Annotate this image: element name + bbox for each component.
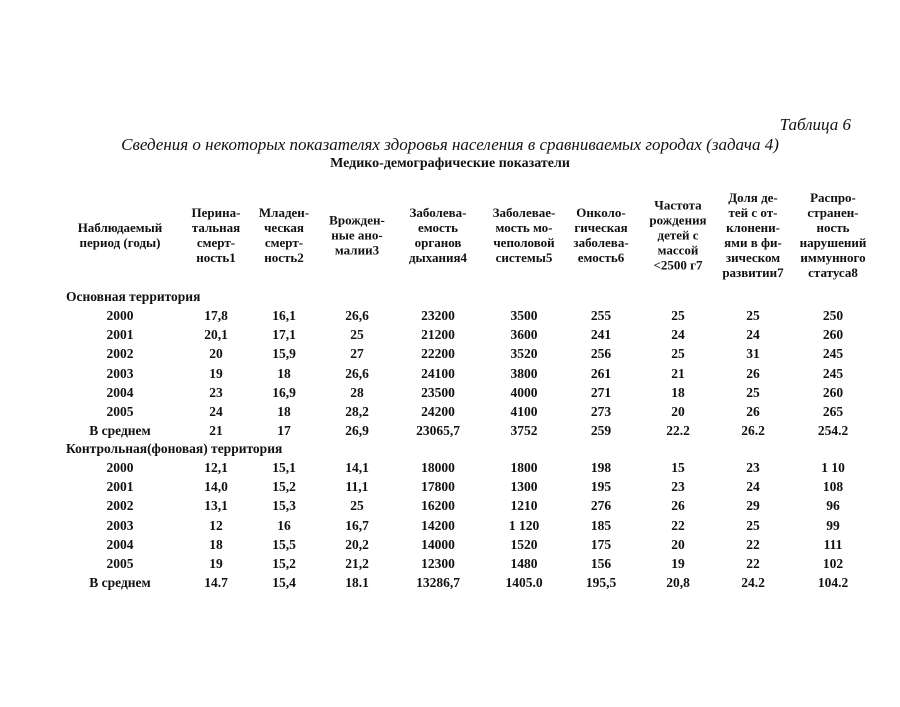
table-cell: 12,1 (204, 460, 228, 475)
table-cell: 15,3 (272, 498, 296, 514)
table-cell: 20 (671, 536, 685, 552)
row-period-cell: 2002 (106, 346, 134, 362)
table-cell: 26 (746, 365, 760, 381)
table-cell: 31 (746, 346, 760, 362)
table-cell: 1520 (510, 536, 538, 552)
column-header-2: Младен- ческая смерт- ность2 (258, 205, 310, 265)
table-cell: 255 (590, 308, 612, 323)
table-cell: 25 (350, 327, 364, 343)
table-cell: 20 (671, 404, 685, 419)
table-cell: 3800 (510, 365, 538, 381)
table-cell: 4100 (510, 404, 538, 419)
table-cell: 17800 (421, 479, 455, 495)
column-header-3: Врожден- ные ано- малии3 (329, 212, 385, 258)
table-cell: 26,6 (345, 308, 369, 323)
table-cell: 259 (590, 423, 612, 439)
table-cell: 18000 (421, 460, 455, 475)
table-cell: 25 (671, 346, 685, 362)
column-header-9: Распро- странен- ность нарушений иммунного статуса8 (799, 190, 867, 280)
table-cell: 261 (590, 365, 612, 381)
column-header-6: Онколо- гическая заболева- емость6 (573, 205, 629, 265)
table-cell: 25 (746, 384, 760, 400)
table-cell: 20,8 (666, 575, 690, 591)
table-cell: 19 (209, 365, 223, 381)
table-cell: 195 (590, 479, 612, 495)
table-cell: 23 (671, 479, 685, 495)
table-cell: 15,9 (272, 346, 296, 362)
table-cell: 1480 (510, 556, 538, 571)
table-cell: 175 (590, 536, 612, 552)
table-cell: 15,2 (272, 556, 296, 571)
table-cell: 271 (590, 384, 612, 400)
table-cell: 1210 (510, 498, 538, 514)
table-cell: 13286,7 (416, 575, 460, 591)
table-caption: Сведения о некоторых показателях здоровья населения в сравниваемых городах (задача 4) (121, 135, 779, 154)
table-cell: 22.2 (666, 423, 690, 439)
table-cell: 156 (590, 556, 612, 571)
column-header-7: Частота рождения детей с массой <2500 г7 (649, 197, 707, 273)
table-cell: 18 (277, 365, 291, 381)
table-cell: 1405.0 (505, 575, 543, 591)
table-cell: 16200 (421, 498, 455, 514)
table-cell: 15,2 (272, 479, 296, 495)
table-cell: 260 (822, 384, 844, 400)
table-cell: 19 (671, 556, 685, 571)
table-cell: 260 (822, 327, 844, 343)
table-cell: 28 (350, 384, 364, 400)
table-cell: 14.7 (204, 575, 228, 591)
table-cell: 256 (590, 346, 612, 362)
table-cell: 24200 (421, 404, 455, 419)
table-cell: 16,7 (345, 517, 369, 533)
table-cell: 23500 (421, 384, 455, 400)
table-cell: 102 (822, 556, 844, 571)
table-cell: 3500 (510, 308, 538, 323)
table-cell: 111 (823, 536, 843, 552)
table-cell: 14200 (421, 517, 455, 533)
table-cell: 20,1 (204, 327, 228, 343)
table-cell: 11,1 (345, 479, 369, 495)
row-period-cell: 2005 (106, 556, 134, 571)
table-cell: 16 (277, 517, 291, 533)
table-cell: 245 (822, 346, 844, 362)
table-cell: 241 (590, 327, 612, 343)
row-period-cell: 2002 (106, 498, 134, 514)
table-cell: 29 (746, 498, 760, 514)
table-cell: 15 (671, 460, 685, 475)
table-cell: 18 (209, 536, 223, 552)
column-header-1: Перина- тальная смерт- ность1 (191, 205, 241, 265)
table-cell: 24 (671, 327, 685, 343)
table-cell: 17,1 (272, 327, 296, 343)
table-cell: 24 (746, 327, 760, 343)
table-cell: 22 (671, 517, 685, 533)
section-title: Контрольная(фоновая) территория (66, 441, 283, 456)
table-cell: 24 (746, 479, 760, 495)
group-header: Медико-демографические показатели (330, 156, 570, 171)
row-period-cell: 2000 (106, 308, 134, 323)
table-cell: 21,2 (345, 556, 369, 571)
table-cell: 17 (277, 423, 291, 439)
table-cell: 108 (822, 479, 844, 495)
table-cell: 1 120 (508, 517, 540, 533)
table-cell: 23 (209, 384, 223, 400)
table-cell: 25 (671, 308, 685, 323)
table-cell: 19 (209, 556, 223, 571)
row-period-cell: В среднем (89, 423, 151, 439)
row-period-cell: 2003 (106, 517, 134, 533)
table-cell: 20 (209, 346, 223, 362)
table-cell: 26 (671, 498, 685, 514)
row-period-cell: 2000 (106, 460, 134, 475)
table-cell: 195,5 (585, 575, 617, 591)
column-header-0: Наблюдаемый период (годы) (77, 220, 163, 250)
table-cell: 14,0 (204, 479, 228, 495)
row-period-cell: 2004 (106, 536, 134, 552)
table-cell: 23200 (421, 308, 455, 323)
table-cell: 27 (350, 346, 364, 362)
table-cell: 24.2 (741, 575, 765, 591)
table-cell: 185 (590, 517, 612, 533)
column-header-5: Заболевае- мость мо- чеполовой системы5 (492, 205, 556, 265)
table-cell: 14,1 (345, 460, 369, 475)
table-cell: 28,2 (345, 404, 369, 419)
table-cell: 21 (209, 423, 223, 439)
table-cell: 18.1 (345, 575, 369, 591)
table-cell: 3520 (510, 346, 538, 362)
table-cell: 22 (746, 536, 760, 552)
row-period-cell: 2004 (106, 384, 134, 400)
table-cell: 24 (209, 404, 223, 419)
table-cell: 1300 (510, 479, 538, 495)
table-cell: 21200 (421, 327, 455, 343)
table-cell: 18 (671, 384, 685, 400)
table-cell: 26,9 (345, 423, 369, 439)
table-cell: 22 (746, 556, 760, 571)
table-cell: 26,6 (345, 365, 369, 381)
row-period-cell: В среднем (89, 575, 151, 591)
table-cell: 265 (822, 404, 844, 419)
row-period-cell: 2001 (106, 479, 134, 495)
table-cell: 26 (746, 404, 760, 419)
row-period-cell: 2001 (106, 327, 134, 343)
table-cell: 16,9 (272, 384, 296, 400)
row-period-cell: 2005 (106, 404, 134, 419)
table-cell: 22200 (421, 346, 455, 362)
table-cell: 198 (590, 460, 612, 475)
table-cell: 12300 (421, 556, 455, 571)
column-header-4: Заболева- емость органов дыхания4 (408, 205, 468, 265)
table-cell: 15,1 (272, 460, 296, 475)
table-cell: 25 (350, 498, 364, 514)
table-cell: 273 (590, 404, 612, 419)
table-cell: 18 (277, 404, 291, 419)
table-cell: 254.2 (817, 423, 849, 439)
table-cell: 26.2 (741, 423, 765, 439)
table-cell: 99 (826, 517, 840, 533)
table-cell: 13,1 (204, 498, 228, 514)
table-cell: 1 10 (821, 460, 845, 475)
table-cell: 17,8 (204, 308, 228, 323)
table-cell: 21 (671, 365, 685, 381)
table-cell: 14000 (421, 536, 455, 552)
table-cell: 1800 (510, 460, 538, 475)
table-cell: 12 (209, 517, 223, 533)
table-cell: 25 (746, 308, 760, 323)
table-number-label: Таблица 6 (779, 115, 851, 134)
table-cell: 104.2 (817, 575, 849, 591)
table-cell: 276 (590, 498, 612, 514)
row-period-cell: 2003 (106, 365, 134, 381)
table-cell: 250 (822, 308, 844, 323)
table-cell: 3600 (510, 327, 538, 343)
table-cell: 25 (746, 517, 760, 533)
table-cell: 96 (826, 498, 840, 514)
table-cell: 15,4 (272, 575, 296, 591)
table-cell: 23065,7 (416, 423, 460, 439)
table-cell: 23 (746, 460, 760, 475)
table-cell: 16,1 (272, 308, 296, 323)
section-title: Основная территория (66, 289, 201, 304)
table-cell: 15,5 (272, 536, 296, 552)
table-cell: 4000 (510, 384, 538, 400)
table-cell: 24100 (421, 365, 455, 381)
table-cell: 20,2 (345, 536, 369, 552)
table-cell: 245 (822, 365, 844, 381)
column-header-8: Доля де- тей с от- клонени- ями в фи- зическом развитии7 (722, 190, 784, 280)
table-cell: 3752 (510, 423, 538, 439)
